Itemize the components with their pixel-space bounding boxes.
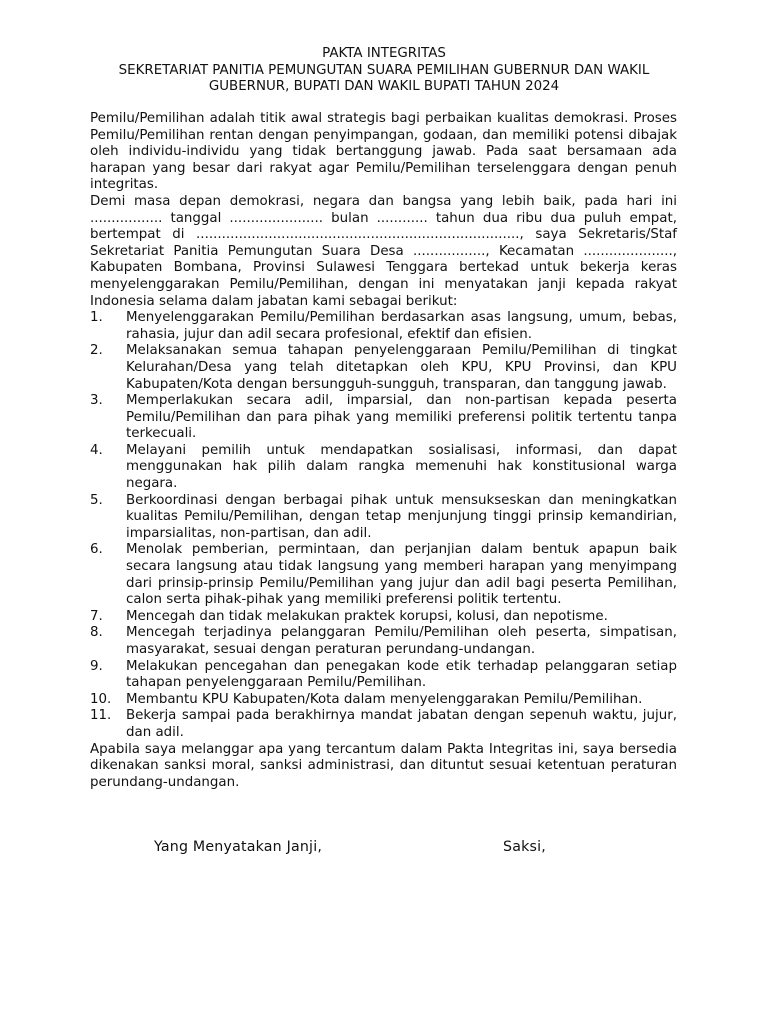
commitment-text: Memperlakukan secara adil, imparsial, dan non-partisan kepada peserta Pemilu/Pemilihan dan para pihak yang memiliki preferensi politik tertentu tanpa terkecuali. xyxy=(126,393,677,442)
commitment-number: 10. xyxy=(90,691,112,707)
commitment-number: 5. xyxy=(90,492,103,508)
commitment-number: 2. xyxy=(90,343,103,359)
pledge-paragraph: Demi masa depan demokrasi, negara dan bangsa yang lebih baik, pada hari ini ................. tanggal ...................... bulan ............ tahun dua ribu dua puluh empat, bertempat di ............................................................................, saya Sekretaris/Staf Sekretariat Panitia Pemungutan Suara Desa ................., Kecamatan ....................., Kabupaten Bombana, Provinsi Sulawesi Tenggara bertekad untuk bekerja keras menyelenggarakan Pemilu/Pemilihan, dengan ini menyatakan janji kepada rakyat Indonesia selama dalam jabatan kami sebagai berikut: xyxy=(90,193,677,309)
commitment-item-4 xyxy=(90,443,677,493)
commitment-item-9 xyxy=(90,659,677,692)
commitment-number: 9. xyxy=(90,658,103,674)
commitment-number: 11. xyxy=(90,708,112,724)
commitment-text: Bekerja sampai pada berakhirnya mandat jabatan dengan sepenuh waktu, jujur, dan adil. xyxy=(126,708,677,740)
commitment-item-1 xyxy=(90,310,677,343)
commitment-text: Mencegah dan tidak melakukan praktek korupsi, kolusi, dan nepotisme. xyxy=(126,608,608,624)
commitment-text: Mencegah terjadinya pelanggaran Pemilu/Pemilihan oleh peserta, simpatisan, masyarakat, sesuai dengan peraturan perundang-undangan. xyxy=(126,625,677,657)
closing-paragraph: Apabila saya melanggar apa yang tercantum dalam Pakta Integritas ini, saya bersedia dikenakan sanksi moral, sanksi administrasi, dan dituntut sesuai ketentuan peraturan perundang-undangan. xyxy=(90,741,677,790)
commitment-item-10 xyxy=(90,692,677,709)
title-line-3: GUBERNUR, BUPATI DAN WAKIL BUPATI TAHUN 2024 xyxy=(208,79,560,95)
commitment-number: 4. xyxy=(90,442,103,458)
commitment-number: 1. xyxy=(90,310,103,326)
commitment-list xyxy=(90,310,677,741)
commitment-item-7 xyxy=(90,609,677,626)
title-line-1: PAKTA INTEGRITAS xyxy=(322,46,446,61)
commitment-number: 8. xyxy=(90,625,103,641)
commitment-item-6 xyxy=(90,542,677,608)
commitment-number: 7. xyxy=(90,608,103,624)
intro-paragraph: Pemilu/Pemilihan adalah titik awal strategis bagi perbaikan kualitas demokrasi. Proses Pemilu/Pemilihan rentan dengan penyimpangan, godaan, dan memiliki potensi dibajak oleh individu-individu yang tidak bertanggung jawab. Pada saat bersamaan ada harapan yang besar dari rakyat agar Pemilu/Pemilihan terselenggara dengan penuh integritas. xyxy=(90,111,677,193)
commitment-item-8 xyxy=(90,625,677,658)
document-title xyxy=(60,46,708,96)
document-body xyxy=(90,111,677,791)
commitment-number: 3. xyxy=(90,393,103,409)
commitment-text: Menolak pemberian, permintaan, dan perjanjian dalam bentuk apapun baik secara langsung atau tidak langsung yang memberi harapan yang menyimpang dari prinsip-prinsip Pemilu/Pemilihan yang jujur dan adil bagi peserta Pemilihan, calon serta pihak-pihak yang memiliki preferensi politik tertentu. xyxy=(126,542,677,608)
commitment-item-5 xyxy=(90,493,677,543)
signatory-label: Yang Menyatakan Janji, xyxy=(154,839,323,855)
commitment-text: Membantu KPU Kabupaten/Kota dalam menyelenggarakan Pemilu/Pemilihan. xyxy=(126,691,643,707)
commitment-item-11 xyxy=(90,708,677,741)
commitment-item-2 xyxy=(90,343,677,393)
commitment-text: Menyelenggarakan Pemilu/Pemilihan berdasarkan asas langsung, umum, bebas, rahasia, jujur dan adil secara profesional, efektif dan efisien. xyxy=(126,310,677,342)
commitment-text: Melayani pemilih untuk mendapatkan sosialisasi, informasi, dan dapat menggunakan hak pilih dalam rangka memenuhi hak konstitusional warga negara. xyxy=(126,442,677,492)
commitment-text: Melaksanakan semua tahapan penyelenggaraan Pemilu/Pemilihan di tingkat Kelurahan/Desa yang telah ditetapkan oleh KPU, KPU Provinsi, dan KPU Kabupaten/Kota dengan bersungguh-sungguh, transparan, dan tanggung jawab. xyxy=(126,343,677,392)
commitment-item-3 xyxy=(90,393,677,443)
title-line-2: SEKRETARIAT PANITIA PEMUNGUTAN SUARA PEMILIHAN GUBERNUR DAN WAKIL xyxy=(118,62,650,78)
commitment-number: 6. xyxy=(90,542,103,558)
commitment-text: Berkoordinasi dengan berbagai pihak untuk mensukseskan dan meningkatkan kualitas Pemilu/Pemilihan, dengan tetap menjunjung tinggi prinsip kemandirian, imparsialitas, non-partisan, dan adil. xyxy=(126,492,677,541)
commitment-text: Melakukan pencegahan dan penegakan kode etik terhadap pelanggaran setiap tahapan penyelenggaraan Pemilu/Pemilihan. xyxy=(126,658,677,691)
witness-label: Saksi, xyxy=(503,839,546,855)
